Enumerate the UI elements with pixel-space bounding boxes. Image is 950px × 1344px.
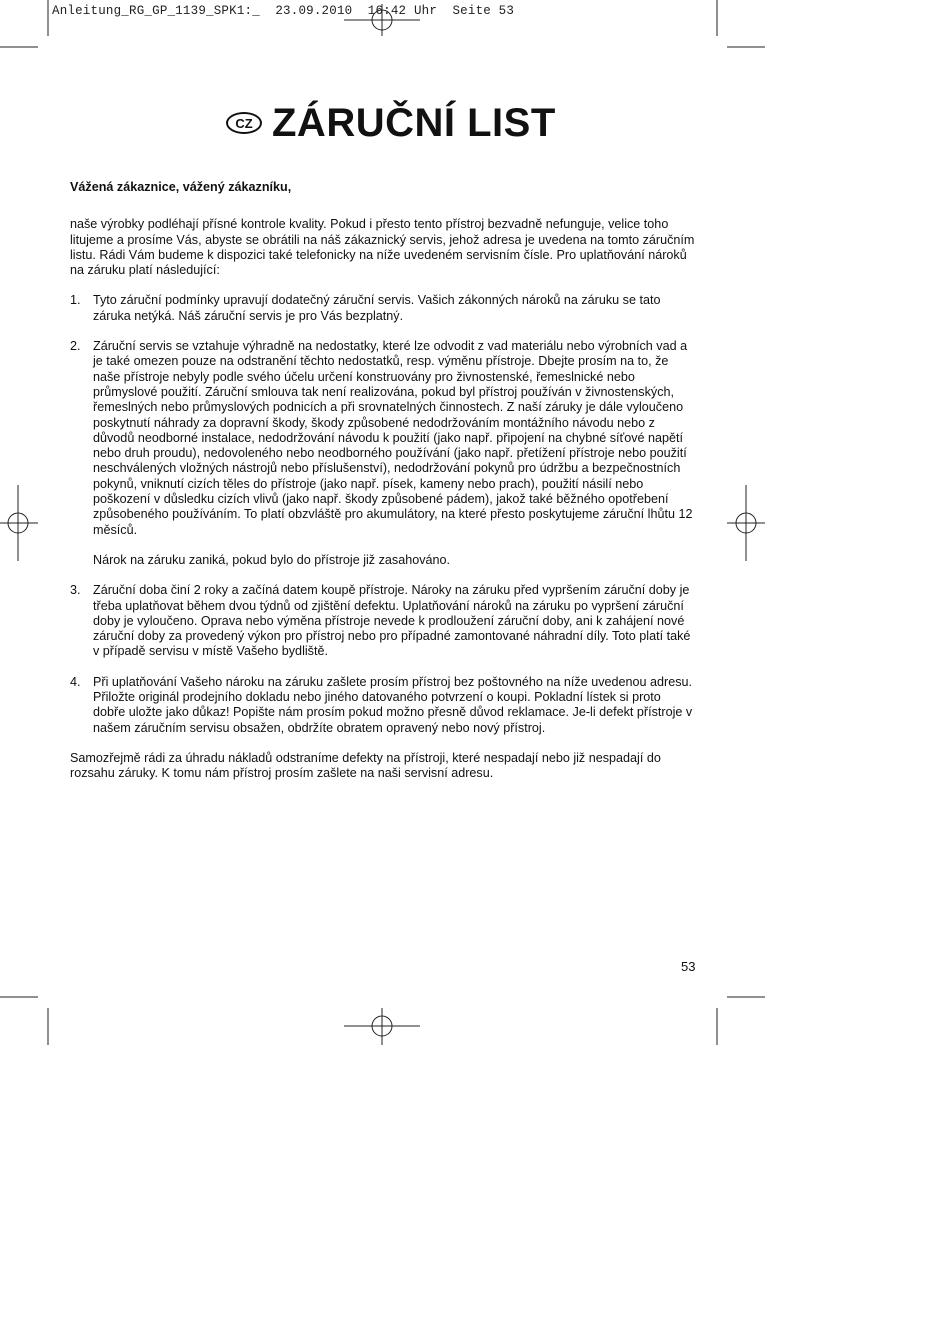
print-slug-header: Anleitung_RG_GP_1139_SPK1:_ 23.09.2010 16:42 Uhr Seite 53 [52,4,515,18]
list-item-text: Tyto záruční podmínky upravují dodatečný záruční servis. Vašich zákonných nároků na záruku se tato záruka netýká. Náš záruční servis je pro Vás bezplatný. [93,293,661,323]
list-item [70,293,696,324]
registration-mark-right [727,485,765,561]
list-item-text: Nárok na záruku zaniká, pokud bylo do přístroje již zasahováno. [93,552,451,567]
list-item-number: 2. [70,339,81,354]
title-block [226,100,556,146]
closing-paragraph: Samozřejmě rádi za úhradu nákladů odstraníme defekty na přístroji, které nespadají nebo již nespadají do rozsahu záruky. K tomu nám přístroj prosím zašlete na naši servisní adresu. [70,750,661,781]
list-item-text: Při uplatňování Vašeho nároku na záruku zašlete prosím přístroj bez poštovného na níže uvedenou adresu. Přiložte originál prodejního dokladu nebo jiného datovaného potvrzení o koupi. Pokladní lístek si proto dobře uložte jako důkaz! Popište nám prosím pokud možno přesně důvod reklamace. Je-li defekt přístroje v našem záručním servisu obsažen, obdržíte obratem opravený nebo nový přístroj. [93,674,693,735]
list-item-number: 4. [70,674,81,689]
country-badge: CZ [226,112,262,134]
list-item-number: 1. [70,293,81,308]
warranty-text [70,180,696,782]
greeting: Vážená zákaznice, vážený zákazníku, [70,180,292,194]
list-item [70,339,696,568]
registration-mark-left [0,485,38,561]
registration-mark-bottom [344,1008,420,1045]
list-item [70,583,696,659]
list-item [70,675,696,736]
page-title: ZÁRUČNÍ LIST [272,101,556,145]
list-item-text: Záruční doba činí 2 roky a začíná datem koupě přístroje. Nároky na záruku před vypršením záruční doby je třeba uplatňovat během dvou týdnů od zjištění defektu. Uplatňování nároků na záruku po vypršení záruční doby je vyloučeno. Oprava nebo výměna přístroje nevede k prodloužení záruční doby, ani k zahájení nové záruční doby za provedený výkon pro přístroj nebo pro případné zamontované náhradní díly. Toto platí také v případě servisu v místě Vašeho bydliště. [93,583,691,659]
list-item-text: Záruční servis se vztahuje výhradně na nedostatky, které lze odvodit z vad materiálu nebo výrobních vad a je také omezen pouze na odstranění těchto nedostatků, resp. výměnu přístroje. Dbejte prosím na to, že naše přístroje nebyly podle svého účelu určení konstruovány pro živnostenské, řemeslnické nebo průmyslové použití. Záruční smlouva tak není realizována, pokud byl přístroj používán v živnostenských, řemeslných nebo průmyslových podnicích a při srovnatelných činnostech. Z naší záruky je dále vyloučeno poskytnutí náhrady za dopravní škody, škody způsobené nedodržováním montážního návodu nebo z důvodů neodborné instalace, nedodržování návodu k použití (jako např. připojení na chybné síťové napětí nebo druh proudu), nedovoleného nebo neodborného používání (jako např. přetížení přístroje nebo použití neschválených vložných nástrojů nebo příslušenství), nedodržování pokynů pro údržbu a bezpečnostních pokynů, vniknutí cizích těles do přístroje (jako např. písek, kameny nebo prach), použití násilí nebo poškození v důsledku cizích vlivů (jako např. škody způsobené pádem), jakož také běžného opotřebení způsobeného používáním. To platí obzvláště pro akumulátory, na které přesto poskytujeme záruční lhůtu 12 měsíců. [93,339,693,537]
page-number: 53 [681,959,696,974]
list-item-number: 3. [70,583,81,598]
intro-paragraph: naše výrobky podléhají přísné kontrole kvality. Pokud i přesto tento přístroj bezvadně nefunguje, velice toho litujeme a prosíme Vás, abyste se obrátili na náš zákaznický servis, jehož adresa je uvedena na tomto záručním listu. Rádi Vám budeme k dispozici také telefonicky na níže uvedeném servisním čísle. Pro uplatňování nároků na záruku platí následující: [70,217,695,278]
